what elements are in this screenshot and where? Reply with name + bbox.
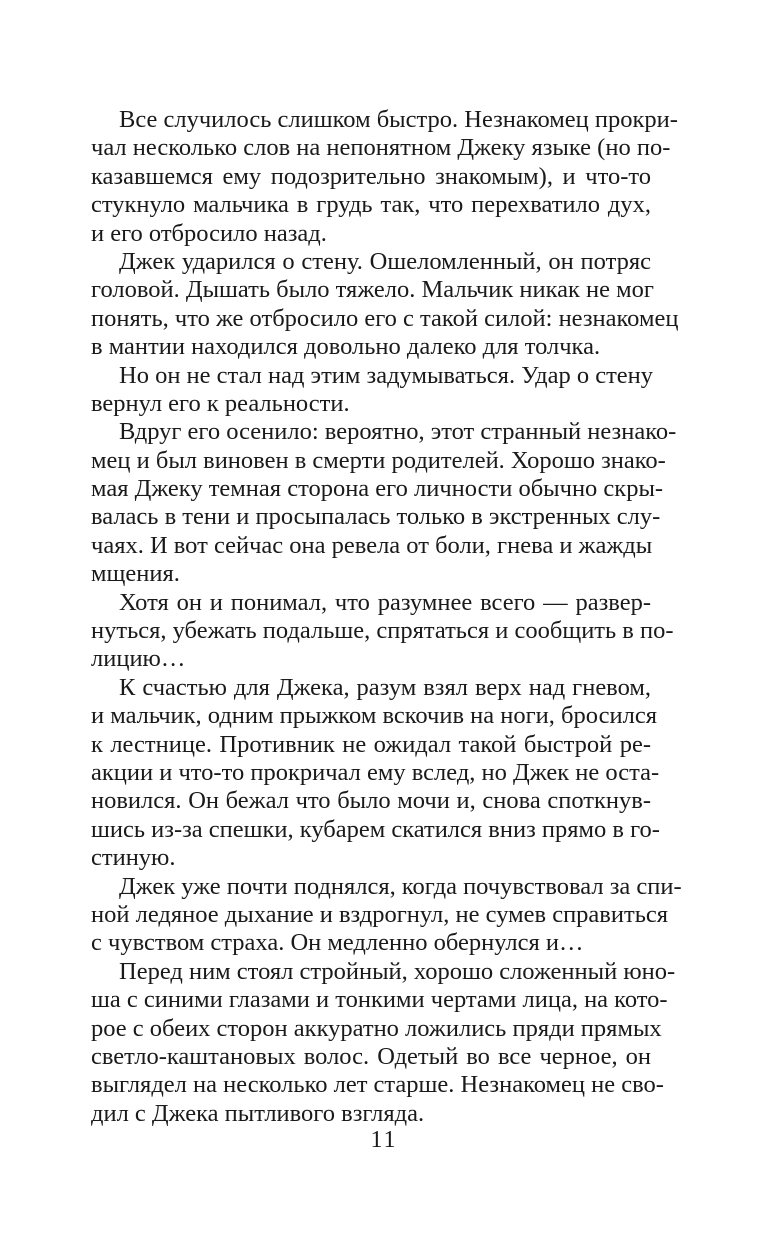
page-body [91, 106, 682, 1128]
text-line: головой. Дышать было тяжело. Мальчик никак не мог [91, 276, 654, 304]
text-line: Вдруг его осенило: вероятно, этот странный незнако- [119, 418, 677, 446]
text-line: ной ледяное дыхание и вздрогнул, не сумев справиться [91, 900, 669, 928]
text-line: Перед ним стоял стройный, хорошо сложенный юно- [119, 957, 676, 985]
text-line: рое с обеих сторон аккуратно ложились пряди прямых [91, 1014, 662, 1042]
text-line: новился. Он бежал что было мочи и, снова споткнув- [91, 787, 651, 815]
text-line: шись из-за спешки, кубарем скатился вниз прямо в го- [91, 815, 660, 843]
text-line: Все случилось слишком быстро. Незнакомец прокри- [119, 106, 678, 133]
text-line: К счастью для Джека, разум взял верх над гневом, [119, 673, 651, 701]
text-line: и его отбросило назад. [91, 219, 327, 247]
text-line: Но он не стал над этим задумываться. Удар о стену [119, 361, 654, 389]
text-line: мец и был виновен в смерти родителей. Хорошо знако- [91, 446, 666, 474]
text-line: чаях. И вот сейчас она ревела от боли, гнева и жажды [91, 531, 653, 559]
paragraph-1 [91, 106, 678, 248]
paragraph-6 [91, 673, 660, 873]
text-line: ша с синими глазами и тонкими чертами лица, на кото- [91, 986, 668, 1014]
text-line: чал несколько слов на непонятном Джеку языке (но по- [91, 134, 671, 162]
text-line: вернул его к реальности. [91, 389, 350, 417]
paragraph-5 [91, 588, 674, 674]
paragraph-4 [91, 418, 677, 588]
paragraph-8 [91, 957, 676, 1128]
text-line: Хотя он и понимал, что разумнее всего — развер- [119, 588, 651, 616]
text-line: акции и что-то прокричал ему вслед, но Джек не оста- [91, 758, 660, 786]
page-number: 11 [370, 1127, 398, 1153]
text-line: в мантии находился довольно далеко для толчка. [91, 333, 601, 361]
text-line: Джек уже почти поднялся, когда почувствовал за спи- [119, 872, 682, 900]
text-line: стукнуло мальчика в грудь так, что перехватило дух, [91, 191, 651, 219]
text-line: светло-каштановых волос. Одетый во все черное, он [91, 1042, 651, 1070]
text-line: к лестнице. Противник не ожидал такой быстрой ре- [91, 730, 651, 758]
text-line: Джек ударился о стену. Ошеломленный, он потряс [119, 247, 651, 275]
text-line: и мальчик, одним прыжком вскочив на ноги, бросился [91, 702, 657, 730]
text-line: дил с Джека пытливого взгляда. [91, 1099, 425, 1127]
paragraph-7 [91, 872, 682, 958]
text-line: с чувством страха. Он медленно обернулся и… [91, 929, 584, 957]
paragraph-2 [91, 247, 679, 362]
text-line: выглядел на несколько лет старше. Незнакомец не сво- [91, 1071, 664, 1099]
text-line: казавшемся ему подозрительно знакомым), и что-то [91, 162, 651, 190]
text-line: мая Джеку темная сторона его личности обычно скры- [91, 475, 664, 503]
text-line: мщения. [91, 560, 180, 588]
text-line: нуться, убежать подальше, спрятаться и сообщить в по- [91, 617, 674, 645]
text-line: лицию… [91, 645, 186, 673]
text-line: понять, что же отбросило его с такой силой: незнакомец [91, 304, 679, 332]
text-line: стиную. [91, 844, 176, 872]
paragraph-3 [91, 361, 654, 419]
text-line: валась в тени и просыпалась только в экстренных слу- [91, 503, 661, 531]
